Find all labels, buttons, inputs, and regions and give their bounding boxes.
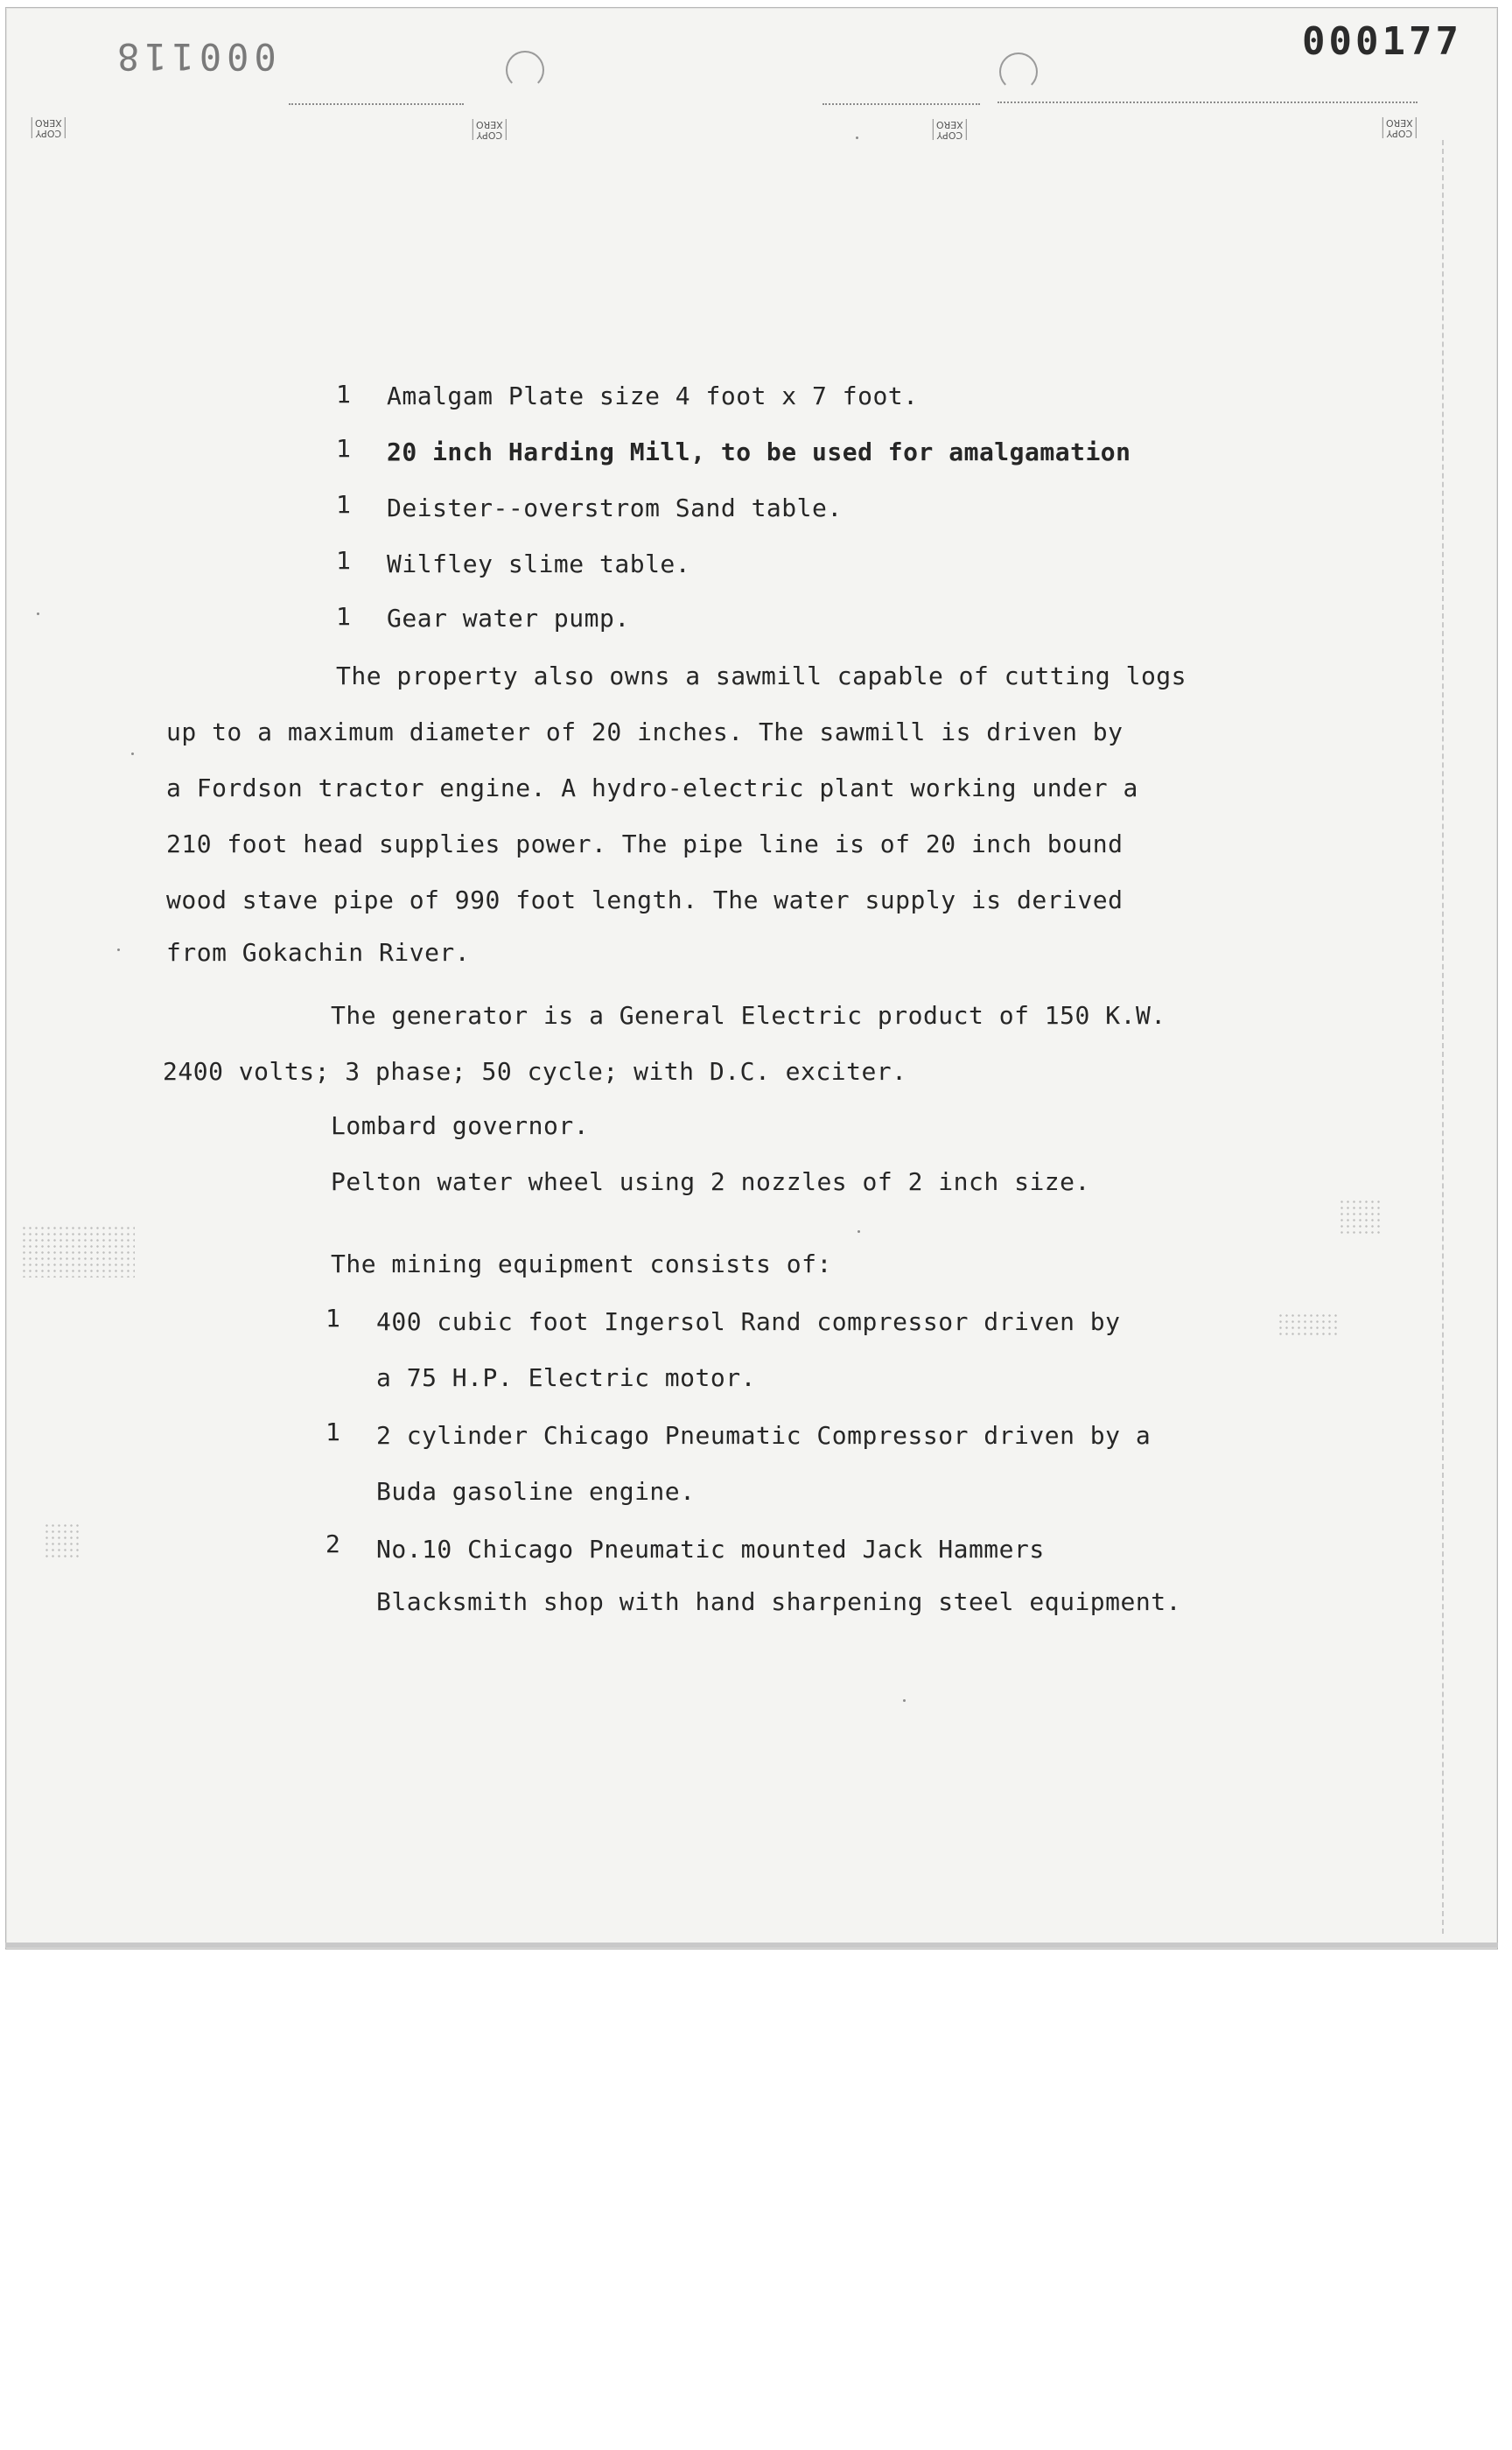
scan-speck [858, 1230, 860, 1233]
paragraph-line: 2400 volts; 3 phase; 50 cycle; with D.C. exciter. [163, 1057, 907, 1086]
scan-speck [903, 1699, 906, 1702]
scan-speck [37, 612, 39, 615]
copy-mark: COPY XERO [32, 117, 66, 138]
page-stamp-upside-down: 000118 [112, 35, 276, 78]
equipment-item: Deister--overstrom Sand table. [387, 494, 843, 522]
mining-item-line: 400 cubic foot Ingersol Rand compressor driven by [376, 1307, 1121, 1336]
paragraph-line: The generator is a General Electric product of 150 K.W. [331, 1001, 1166, 1030]
paragraph-line: 210 foot head supplies power. The pipe line is of 20 inch bound [166, 830, 1124, 858]
paragraph-line: Lombard governor. [331, 1111, 590, 1140]
paragraph-line: Pelton water wheel using 2 nozzles of 2 inch size. [331, 1167, 1090, 1196]
mining-item-line: 2 cylinder Chicago Pneumatic Compressor driven by a [376, 1421, 1152, 1450]
paragraph-line: from Gokachin River. [166, 938, 471, 967]
scan-noise [1278, 1312, 1339, 1339]
scan-noise [1339, 1199, 1382, 1234]
equipment-item: Wilfley slime table. [387, 550, 691, 578]
page-number-stamp: 000177 [1302, 19, 1462, 64]
copy-mark: COPY XERO [933, 119, 967, 140]
scan-margin-line [1442, 140, 1444, 1934]
copy-mark: COPY XERO [472, 119, 507, 140]
page-edge-shadow [5, 1942, 1498, 1948]
mining-item-line: Buda gasoline engine. [376, 1477, 696, 1506]
section-heading: The mining equipment consists of: [331, 1250, 832, 1278]
equipment-qty: 1 [336, 602, 352, 631]
scan-speck [131, 752, 134, 755]
paragraph-line: up to a maximum diameter of 20 inches. The sawmill is driven by [166, 718, 1124, 746]
punch-hole-mark [999, 52, 1038, 91]
mining-item-line: a 75 H.P. Electric motor. [376, 1363, 756, 1392]
header-rule [998, 102, 1418, 103]
scan-speck [856, 136, 858, 139]
paragraph-line: The property also owns a sawmill capable of cutting logs [336, 662, 1187, 690]
equipment-item: 20 inch Harding Mill, to be used for amalgamation [387, 438, 1131, 466]
mining-item-line: No.10 Chicago Pneumatic mounted Jack Hammers [376, 1535, 1045, 1564]
scanned-page [5, 7, 1498, 1950]
header-rule [822, 103, 980, 105]
mining-qty: 1 [326, 1418, 341, 1446]
mining-qty: 1 [326, 1304, 341, 1333]
equipment-qty: 1 [336, 490, 352, 519]
mining-qty: 2 [326, 1530, 341, 1558]
paragraph-line: wood stave pipe of 990 foot length. The water supply is derived [166, 886, 1124, 914]
scan-noise [21, 1225, 135, 1278]
scan-speck [117, 948, 120, 951]
punch-hole-mark [506, 51, 544, 89]
equipment-item: Gear water pump. [387, 604, 630, 633]
closing-line: Blacksmith shop with hand sharpening steel equipment. [376, 1587, 1181, 1616]
scan-noise [44, 1522, 79, 1558]
equipment-qty: 1 [336, 380, 352, 409]
copy-mark: COPY XERO [1382, 117, 1417, 138]
equipment-item: Amalgam Plate size 4 foot x 7 foot. [387, 382, 919, 410]
header-rule [289, 103, 464, 105]
paragraph-line: a Fordson tractor engine. A hydro-electric plant working under a [166, 774, 1138, 802]
equipment-qty: 1 [336, 434, 352, 463]
equipment-qty: 1 [336, 546, 352, 575]
